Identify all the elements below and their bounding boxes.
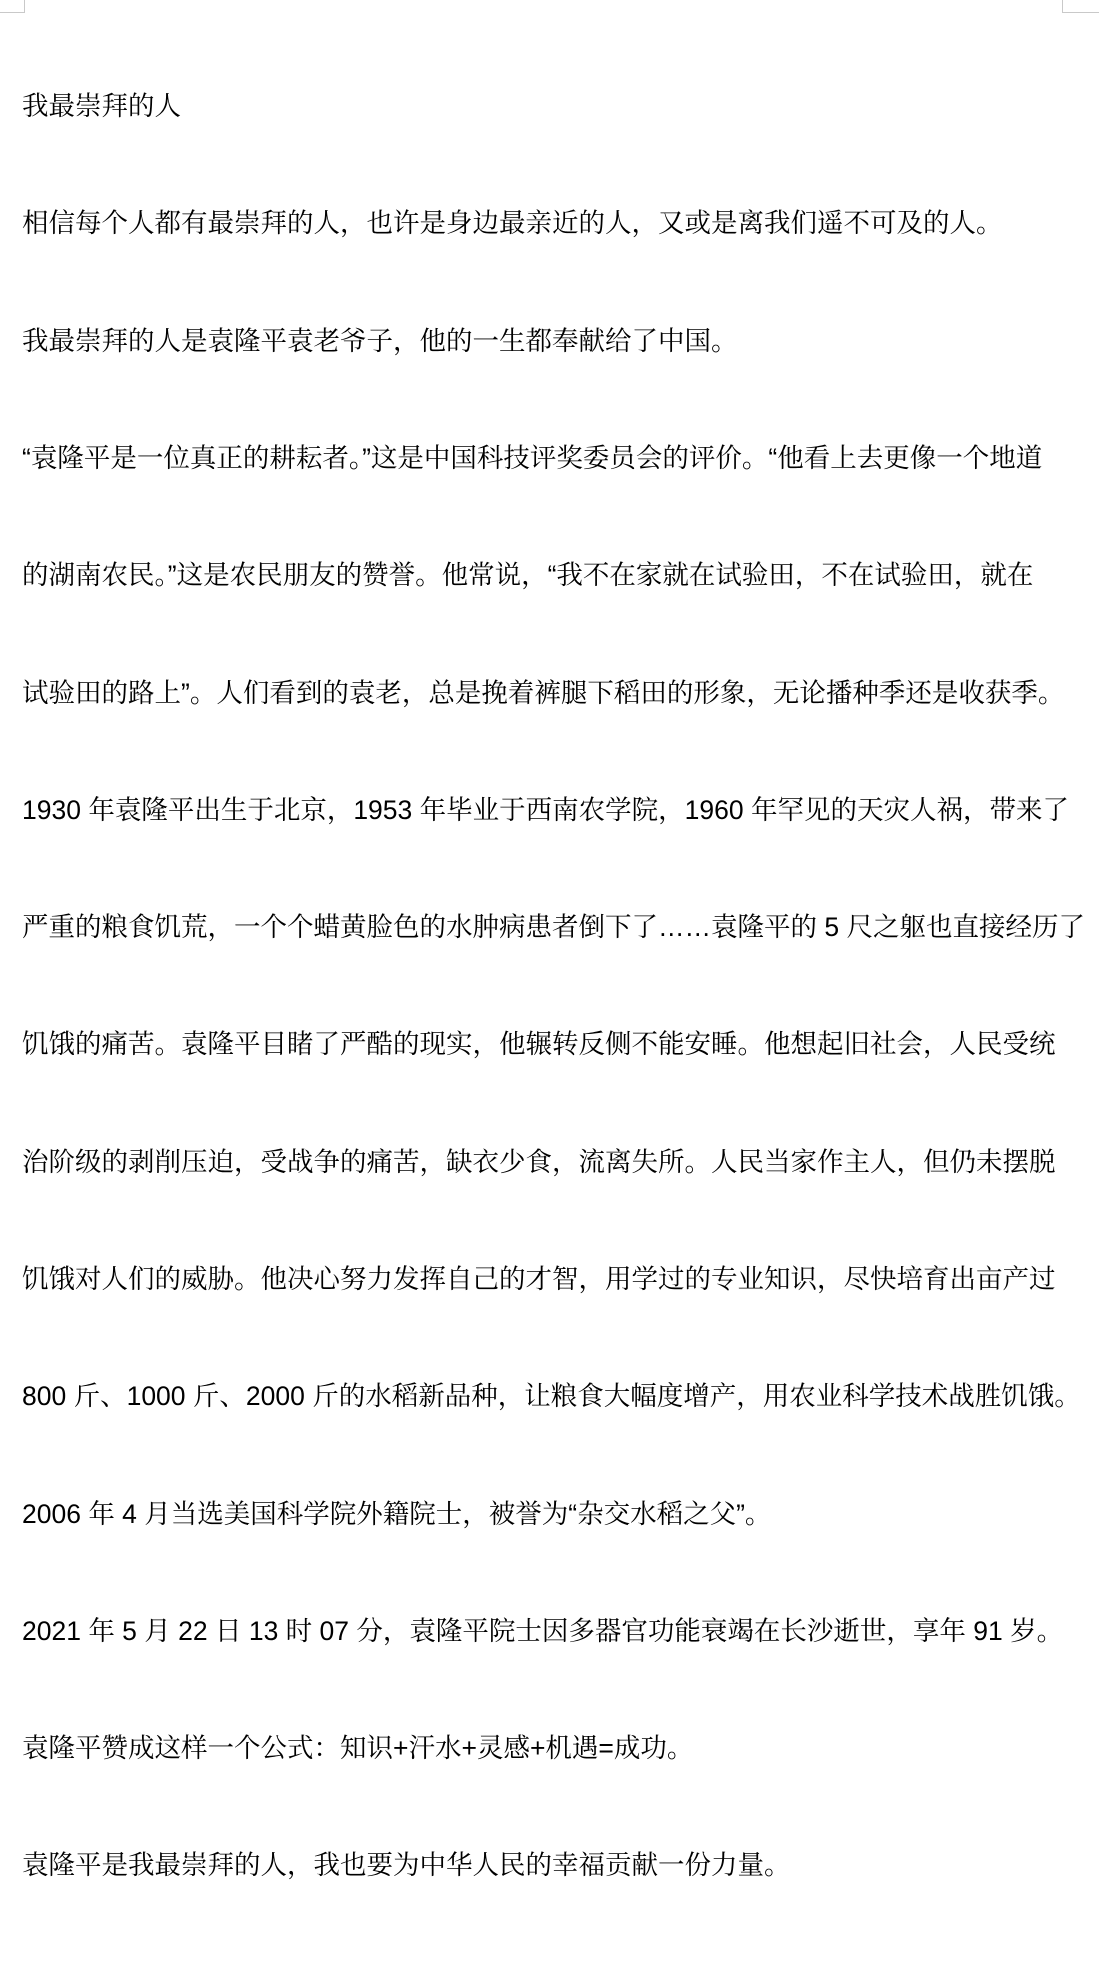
text-line: “袁隆平是一位真正的耕耘者。”这是中国科技评奖委员会的评价。“他看上去更像一个地道	[22, 443, 1043, 474]
text-line: 试验田的路上”。人们看到的袁老，总是挽着裤腿下稻田的形象，无论播种季还是收获季。	[22, 677, 1065, 708]
text-line: 2006 年 4 月当选美国科学院外籍院士，被誉为“杂交水稻之父”。	[22, 1498, 772, 1529]
text-line: 袁隆平赞成这样一个公式：知识+汗水+灵感+机遇=成功。	[22, 1733, 694, 1764]
text-line: 饥饿对人们的威胁。他决心努力发挥自己的才智，用学过的专业知识，尽快培育出亩产过	[22, 1264, 1056, 1294]
text-line: 饥饿的痛苦。袁隆平目睹了严酷的现实，他辗转反侧不能安睡。他想起旧社会，人民受统	[22, 1029, 1056, 1060]
text-line: 严重的粮食饥荒，一个个蜡黄脸色的水肿病患者倒下了……袁隆平的 5 尺之躯也直接经历了	[22, 912, 1085, 943]
text-line: 我最崇拜的人是袁隆平袁老爷子，他的一生都奉献给了中国。	[22, 325, 738, 356]
text-line: 2021 年 5 月 22 日 13 时 07 分，袁隆平院士因多器官功能衰竭在长沙逝世，享年 91 岁。	[22, 1615, 1064, 1646]
text-line: 1930 年袁隆平出生于北京，1953 年毕业于西南农学院，1960 年罕见的天灾人祸，带来了	[22, 794, 1069, 825]
text-line: 治阶级的剥削压迫，受战争的痛苦，缺衣少食，流离失所。人民当家作主人，但仍未摆脱	[22, 1146, 1056, 1177]
document-text-area[interactable]	[22, 9, 1092, 1964]
text-line: 袁隆平是我最崇拜的人，我也要为中华人民的幸福贡献一份力量。	[22, 1850, 791, 1881]
text-line: 800 斤、1000 斤、2000 斤的水稻新品种，让粮食大幅度增产，用农业科学技术战胜饥饿。	[22, 1381, 1081, 1412]
text-line: 的湖南农民。”这是农民朋友的赞誉。他常说，“我不在家就在试验田，不在试验田，就在	[22, 560, 1034, 591]
text-line: 相信每个人都有最崇拜的人，也许是身边最亲近的人，又或是离我们遥不可及的人。	[22, 208, 1003, 239]
document-title-line: 我最崇拜的人	[22, 91, 181, 122]
